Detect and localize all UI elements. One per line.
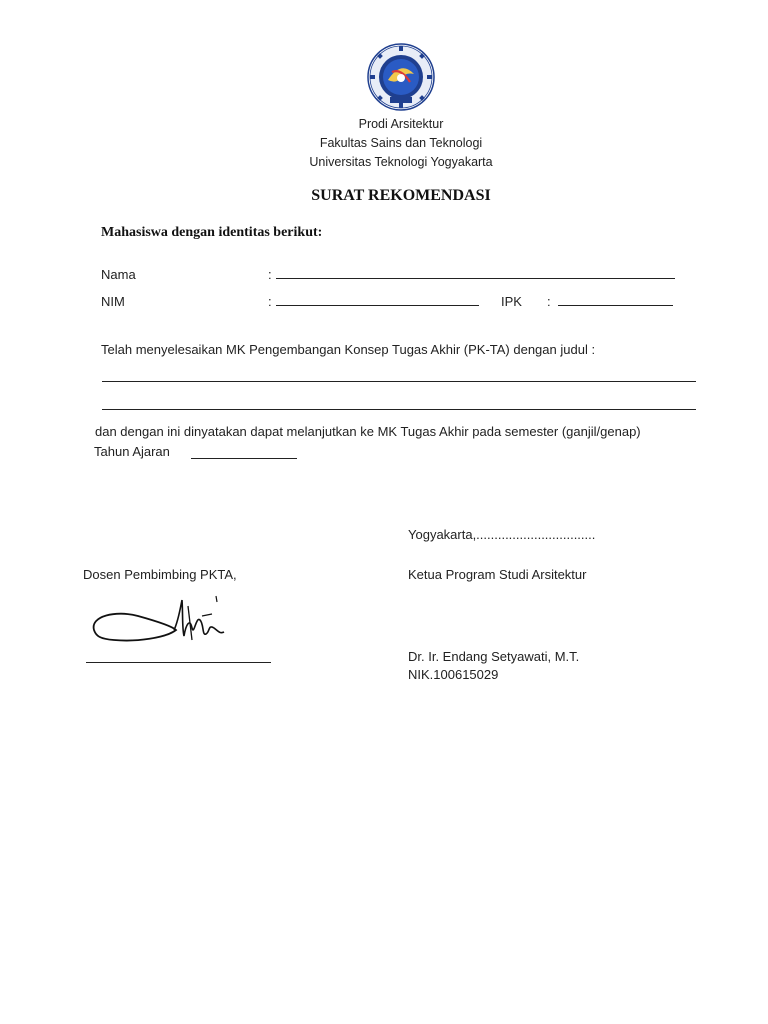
continue-text: dan dengan ini dinyatakan dapat melanjutkan ke MK Tugas Akhir pada semester (ganjil/genap) <box>95 424 641 439</box>
head-title: Ketua Program Studi Arsitektur <box>408 567 587 582</box>
nama-label: Nama <box>101 267 136 282</box>
header-faculty: Fakultas Sains dan Teknologi <box>319 136 483 150</box>
handwritten-signature <box>86 594 256 650</box>
completed-text: Telah menyelesaikan MK Pengembangan Konsep Tugas Akhir (PK-TA) dengan judul : <box>101 342 596 357</box>
nim-label: NIM <box>101 294 125 309</box>
letter-title: SURAT REKOMENDASI <box>311 187 491 204</box>
nim-field-line[interactable] <box>276 305 479 306</box>
header-university: Universitas Teknologi Yogyakarta <box>309 155 493 169</box>
judul-line-2[interactable] <box>102 409 696 410</box>
place-date: Yogyakarta,................................. <box>408 527 596 542</box>
ipk-field-line[interactable] <box>558 305 673 306</box>
tahun-ajaran-label: Tahun Ajaran <box>94 444 170 459</box>
nama-colon: : <box>268 267 272 282</box>
judul-line-1[interactable] <box>102 381 696 382</box>
head-nik: NIK.100615029 <box>408 667 499 682</box>
advisor-signature-line[interactable] <box>86 662 271 663</box>
nim-colon: : <box>268 294 272 309</box>
nama-field-line[interactable] <box>276 278 675 279</box>
ipk-colon: : <box>547 294 551 309</box>
university-logo <box>366 42 436 112</box>
tahun-ajaran-line[interactable] <box>191 458 297 459</box>
head-name: Dr. Ir. Endang Setyawati, M.T. <box>408 649 580 664</box>
advisor-title: Dosen Pembimbing PKTA, <box>83 567 237 582</box>
intro-text: Mahasiswa dengan identitas berikut: <box>101 225 323 240</box>
header-department: Prodi Arsitektur <box>358 117 444 131</box>
ipk-label: IPK <box>501 294 522 309</box>
